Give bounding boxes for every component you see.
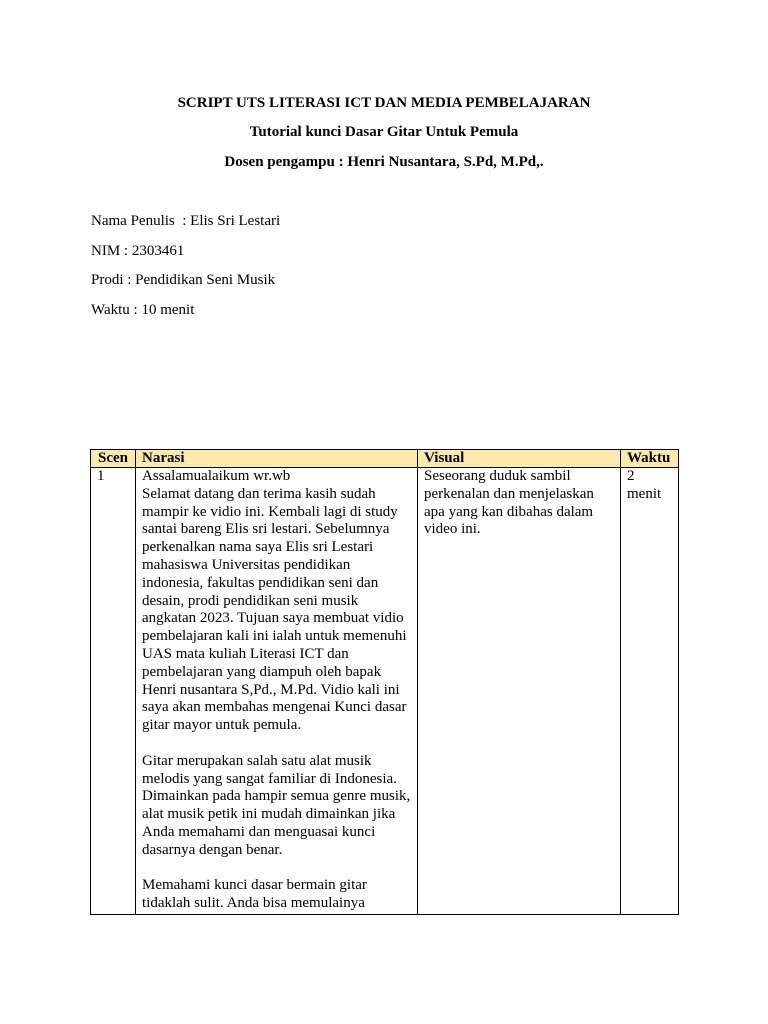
script-table bbox=[90, 449, 679, 915]
table-header-row bbox=[91, 450, 679, 468]
visual-description: Seseorang duduk sambil perkenalan dan menjelaskan apa yang kan dibahas dalam video ini. bbox=[424, 468, 594, 538]
document-title: SCRIPT UTS LITERASI ICT DAN MEDIA PEMBELAJARAN bbox=[177, 95, 591, 111]
narasi-guitar-paragraph: Gitar merupakan salah satu alat musik melodis yang sangat familiar di Indonesia. Dimainkan pada hampir semua genre musik, alat musik petik ini mudah dimainkan jika Anda memahami dan menguasai kunci dasarnya dengan benar. bbox=[142, 752, 411, 858]
duration-line: Waktu : 10 menit bbox=[91, 302, 195, 318]
prodi-line: Prodi : Pendidikan Seni Musik bbox=[91, 272, 276, 288]
scene-number-cell bbox=[91, 468, 136, 915]
header-visual: Visual bbox=[418, 450, 621, 468]
lecturer-line: Dosen pengampu : Henri Nusantara, S.Pd, M.Pd,. bbox=[224, 154, 544, 170]
waktu-number: 2 bbox=[627, 468, 635, 484]
waktu-cell bbox=[621, 468, 679, 915]
author-name-line: Nama Penulis : Elis Sri Lestari bbox=[91, 213, 281, 229]
waktu-unit: menit bbox=[627, 485, 662, 502]
nim-line: NIM : 2303461 bbox=[91, 243, 185, 259]
header-narasi: Narasi bbox=[136, 450, 418, 468]
narasi-cell bbox=[136, 468, 418, 915]
visual-cell bbox=[418, 468, 621, 915]
header-waktu: Waktu bbox=[621, 450, 679, 468]
header-scene: Scen bbox=[91, 450, 136, 468]
table-row bbox=[91, 468, 679, 915]
narasi-chord-paragraph: Memahami kunci dasar bermain gitar tidaklah sulit. Anda bisa memulainya bbox=[142, 877, 367, 912]
narasi-intro-paragraph: Selamat datang dan terima kasih sudah mampir ke vidio ini. Kembali lagi di study santai bareng Elis sri lestari. Sebelumnya perkenalkan nama saya Elis sri Lestari mahasiswa Universitas pendidikan indonesia, fakultas pendidikan seni dan desain, prodi pendidikan seni musik angkatan 2023. Tujuan saya membuat vidio pembelajaran kali ini ialah untuk memenuhi UAS mata kuliah Literasi ICT dan pembelajaran yang diampuh oleh bapak Henri nusantara S,Pd., M.Pd. Vidio kali ini saya akan membahas mengenai Kunci dasar gitar mayor untuk pemula. bbox=[142, 485, 407, 734]
narasi-greeting: Assalamualaikum wr.wb bbox=[142, 468, 291, 484]
scene-number: 1 bbox=[97, 468, 105, 484]
document-subtitle: Tutorial kunci Dasar Gitar Untuk Pemula bbox=[249, 124, 519, 140]
